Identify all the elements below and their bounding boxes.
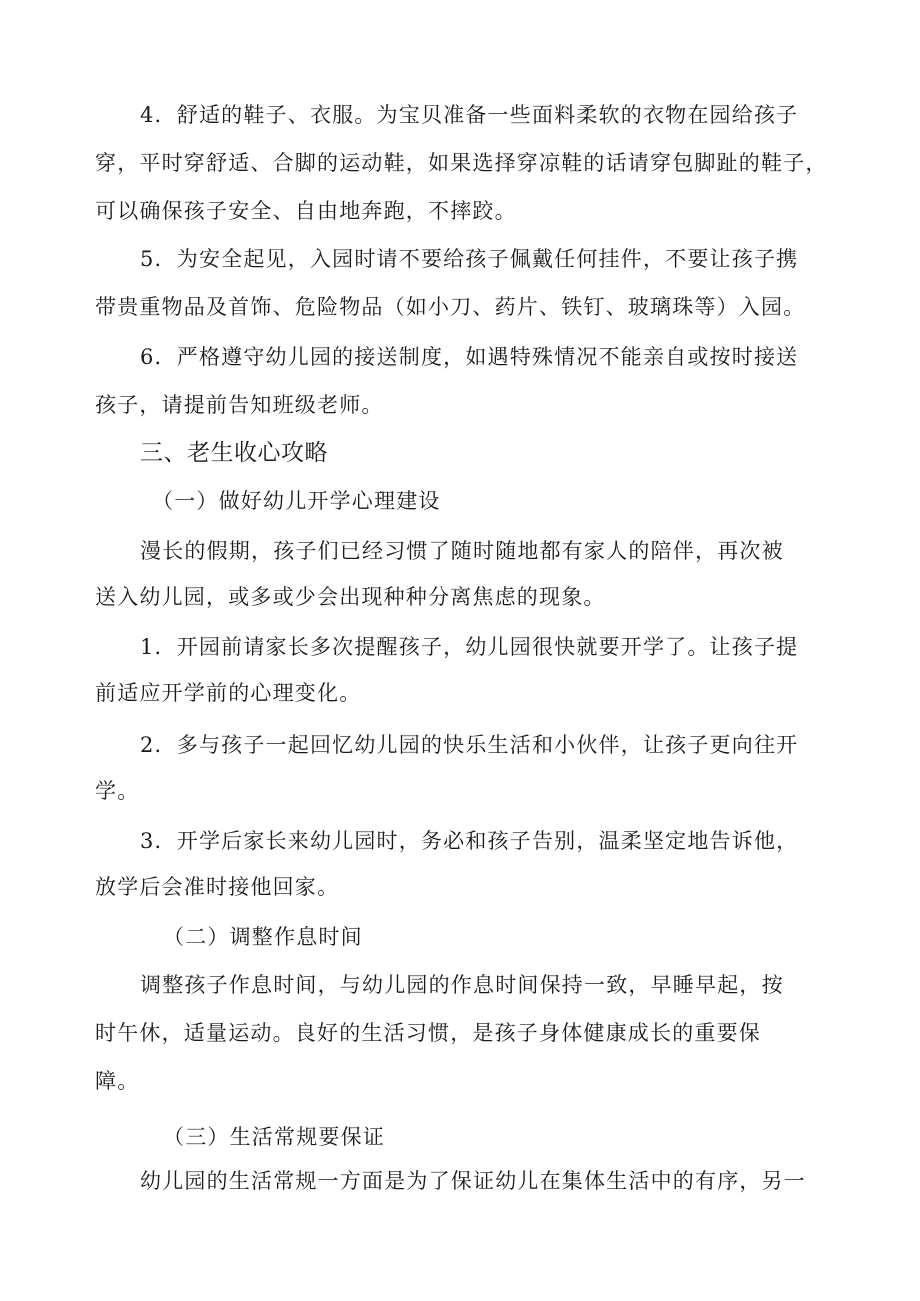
paragraph-line: 带贵重物品及首饰、危险物品（如小刀、药片、铁钉、玻璃珠等）入园。: [95, 295, 806, 319]
paragraph-line: 幼儿园的生活常规一方面是为了保证幼儿在集体生活中的有序，另一: [140, 1169, 806, 1193]
section-heading: 三、老生收心攻略: [140, 440, 328, 466]
list-item-line: 前适应开学前的心理变化。: [95, 681, 362, 705]
paragraph-line: 孩子，请提前告知班级老师。: [95, 393, 384, 417]
list-item-line: 放学后会准时接他回家。: [95, 875, 340, 899]
subsection-title: （二）调整作息时间: [163, 925, 363, 949]
subsection-title: （三）生活常规要保证: [163, 1125, 385, 1149]
list-item-line: 1．开园前请家长多次提醒孩子，幼儿园很快就要开学了。让孩子提: [140, 635, 799, 659]
paragraph-line: 调整孩子作息时间，与幼儿园的作息时间保持一致，早睡早起，按: [140, 973, 784, 997]
list-item-line: 2．多与孩子一起回忆幼儿园的快乐生活和小伙伴，让孩子更向往开: [140, 733, 799, 757]
paragraph-line: 5．为安全起见，入园时请不要给孩子佩戴任何挂件，不要让孩子携: [140, 247, 799, 271]
paragraph-line: 障。: [95, 1069, 140, 1093]
list-item-line: 3．开学后家长来幼儿园时，务必和孩子告别，温柔坚定地告诉他，: [140, 829, 799, 853]
paragraph-line: 4．舒适的鞋子、衣服。为宝贝准备一些面料柔软的衣物在园给孩子: [140, 103, 799, 127]
paragraph-line: 漫长的假期，孩子们已经习惯了随时随地都有家人的陪伴，再次被: [140, 539, 784, 563]
list-item-line: 学。: [95, 779, 140, 803]
paragraph-line: 送入幼儿园，或多或少会出现种种分离焦虑的现象。: [95, 585, 606, 609]
paragraph-line: 可以确保孩子安全、自由地奔跑，不摔跤。: [95, 199, 517, 223]
paragraph-line: 6．严格遵守幼儿园的接送制度，如遇特殊情况不能亲自或按时接送: [140, 345, 799, 369]
paragraph-line: 时午休，适量运动。良好的生活习惯，是孩子身体健康成长的重要保: [95, 1021, 761, 1045]
paragraph-line: 穿，平时穿舒适、合脚的运动鞋，如果选择穿凉鞋的话请穿包脚趾的鞋子，: [95, 151, 828, 175]
subsection-title: （一）做好幼儿开学心理建设: [152, 489, 441, 513]
